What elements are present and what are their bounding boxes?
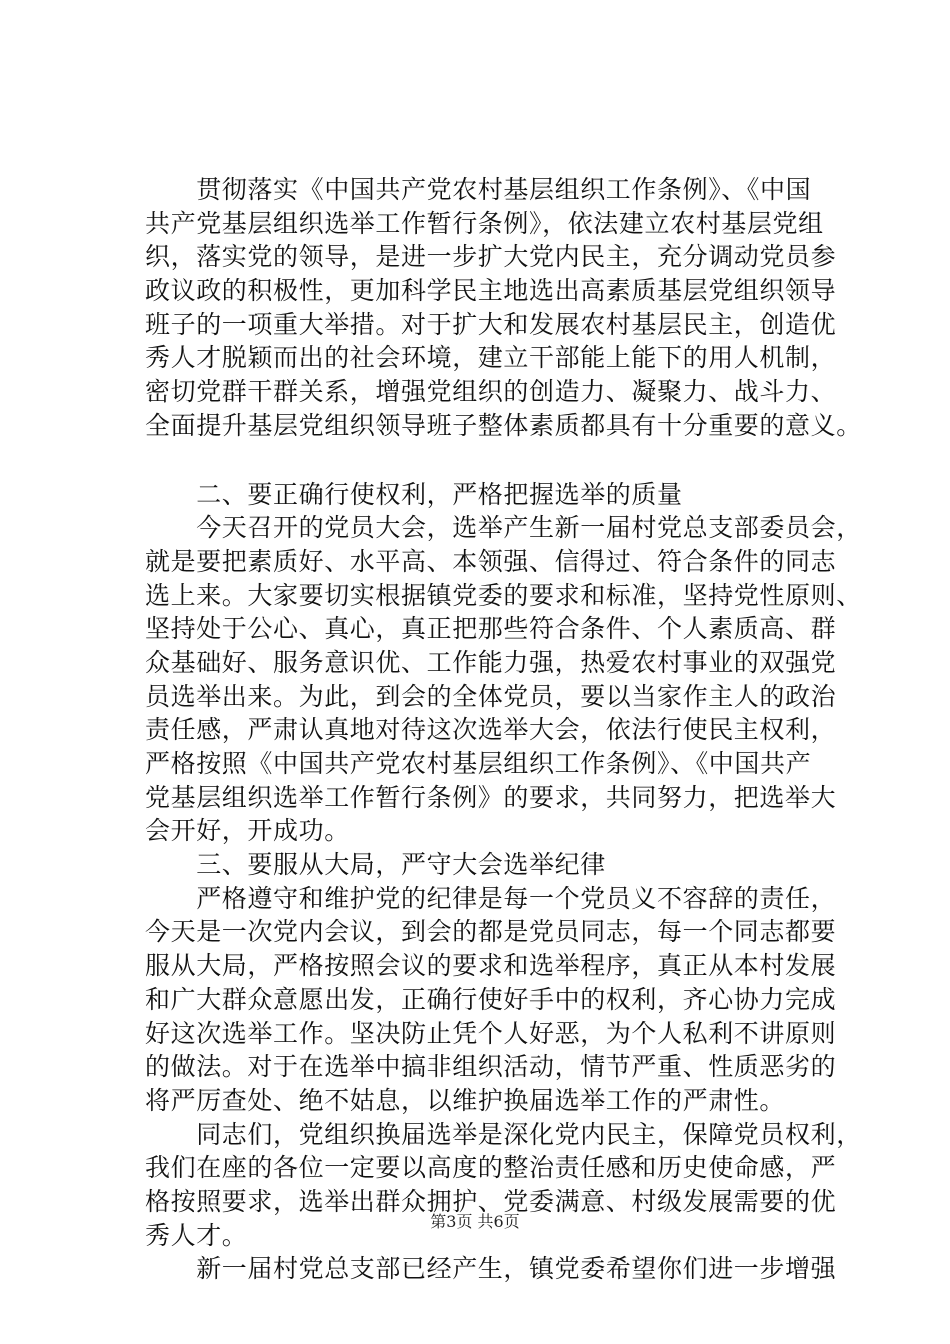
text-line: 就是要把素质好、水平高、本领强、信得过、符合条件的同志: [145, 546, 837, 576]
text-line: 选上来。大家要切实根据镇党委的要求和标准，坚持党性原则、: [145, 580, 862, 610]
text-line: 今天是一次党内会议，到会的都是党员同志，每一个同志都要: [145, 917, 837, 947]
paragraph-implementation: [145, 173, 862, 443]
text-line: 党基层组织选举工作暂行条例》的要求，共同努力，把选举大: [145, 782, 837, 812]
text-line: 我们在座的各位一定要以高度的整治责任感和历史使命感，严: [145, 1153, 837, 1183]
text-line: 共产党基层组织选举工作暂行条例》，依法建立农村基层党组: [145, 208, 824, 238]
text-line: 新一届村党总支部已经产生，镇党委希望你们进一步增强: [145, 1254, 837, 1284]
text-line: 和广大群众意愿出发，正确行使好手中的权利，齐心协力完成: [145, 984, 837, 1014]
text-line: 密切党群干群关系，增强党组织的创造力、凝聚力、战斗力、: [145, 377, 837, 407]
text-line: 贯彻落实《中国共产党农村基层组织工作条例》、《中国: [145, 175, 812, 204]
text-line: 严格按照《中国共产党农村基层组织工作条例》、《中国共产: [145, 749, 812, 778]
text-line: 服从大局，严格按照会议的要求和选举程序，真正从本村发展: [145, 951, 837, 981]
paragraph-gap: [145, 443, 845, 478]
text-line: 全面提升基层党组织领导班子整体素质都具有十分重要的意义。: [145, 410, 862, 440]
text-line: 员选举出来。为此，到会的全体党员，要以当家作主人的政治: [145, 681, 837, 711]
text-line: 会开好，开成功。: [145, 816, 350, 846]
text-line: 秀人才脱颖而出的社会环境，建立干部能上能下的用人机制，: [145, 343, 837, 373]
text-line: 同志们，党组织换届选举是深化党内民主，保障党员权利，: [145, 1119, 862, 1149]
text-line: 好这次选举工作。坚决防止凭个人好恶，为个人私利不讲原则: [145, 1018, 837, 1048]
text-line: 将严厉查处、绝不姑息，以维护换届选举工作的严肃性。: [145, 1085, 786, 1115]
text-line: 今天召开的党员大会，选举产生新一届村党总支部委员会，: [145, 513, 862, 543]
document-body: [145, 173, 862, 1286]
text-line: 格按照要求，选举出群众拥护、党委满意、村级发展需要的优: [145, 1186, 837, 1216]
text-line: 秀人才。: [145, 1220, 248, 1250]
section-heading: 二、要正确行使权利，严格把握选举的质量: [145, 479, 683, 509]
text-line: 织，落实党的领导，是进一步扩大党内民主，充分调动党员参: [145, 242, 837, 272]
text-line: 班子的一项重大举措。对于扩大和发展农村基层民主，创造优: [145, 309, 837, 339]
text-line: 责任感，严肃认真地对待这次选举大会，依法行使民主权利，: [145, 715, 837, 745]
paragraph-sections: [145, 478, 862, 1287]
text-line: 的做法。对于在选举中搞非组织活动，情节严重、性质恶劣的: [145, 1052, 837, 1082]
text-line: 严格遵守和维护党的纪律是每一个党员义不容辞的责任，: [145, 883, 837, 913]
text-line: 众基础好、服务意识优、工作能力强，热爱农村事业的双强党: [145, 647, 837, 677]
text-line: 坚持处于公心、真心，真正把那些符合条件、个人素质高、群: [145, 614, 837, 644]
text-line: 政议政的积极性，更加科学民主地选出高素质基层党组织领导: [145, 276, 837, 306]
section-heading: 三、要服从大局，严守大会选举纪律: [145, 850, 606, 880]
page-footer: 第3页 共6页: [430, 1212, 520, 1231]
